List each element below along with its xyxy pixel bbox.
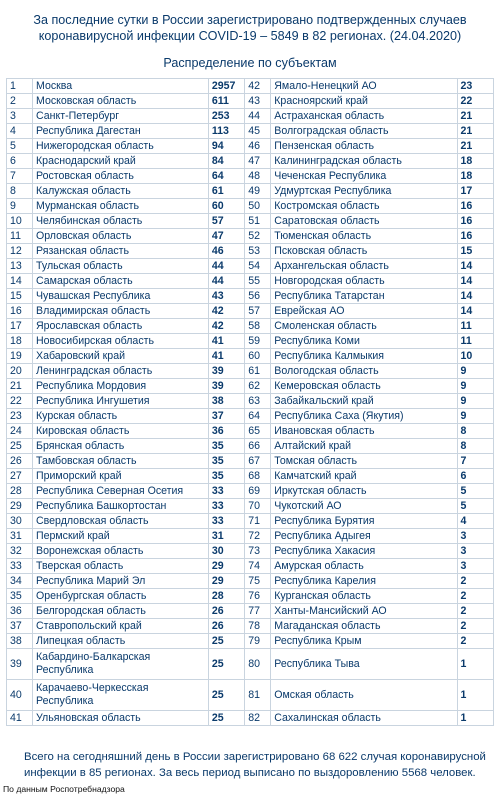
rank-cell: 47: [245, 154, 271, 169]
rank-cell: 22: [7, 394, 33, 409]
table-row: [7, 139, 494, 154]
cases-cell: 29: [208, 559, 244, 574]
rank-cell: 66: [245, 439, 271, 454]
cases-cell: 26: [208, 619, 244, 634]
rank-cell: 9: [7, 199, 33, 214]
rank-cell: 67: [245, 454, 271, 469]
rank-cell: 27: [7, 469, 33, 484]
rank-cell: 6: [7, 154, 33, 169]
cases-cell: 18: [457, 169, 493, 184]
table-row: [7, 680, 494, 711]
region-cell: Санкт-Петербург: [33, 109, 209, 124]
region-cell: Челябинская область: [33, 214, 209, 229]
rank-cell: 18: [7, 334, 33, 349]
region-cell: Приморский край: [33, 469, 209, 484]
table-row: [7, 184, 494, 199]
region-cell: Республика Марий Эл: [33, 574, 209, 589]
region-cell: Пензенская область: [271, 139, 457, 154]
table-row: [7, 469, 494, 484]
region-cell: Чеченская Республика: [271, 169, 457, 184]
region-cell: Ленинградская область: [33, 364, 209, 379]
region-cell: Орловская область: [33, 229, 209, 244]
region-cell: Архангельская область: [271, 259, 457, 274]
region-cell: Пермский край: [33, 529, 209, 544]
region-cell: Свердловская область: [33, 514, 209, 529]
cases-cell: 35: [208, 439, 244, 454]
cases-cell: 21: [457, 124, 493, 139]
cases-cell: 15: [457, 244, 493, 259]
cases-cell: 17: [457, 184, 493, 199]
rank-cell: 19: [7, 349, 33, 364]
cases-cell: 1: [457, 711, 493, 726]
cases-cell: 3: [457, 559, 493, 574]
cases-cell: 30: [208, 544, 244, 559]
cases-cell: 16: [457, 214, 493, 229]
table-row: [7, 604, 494, 619]
cases-cell: 9: [457, 394, 493, 409]
region-cell: Ростовская область: [33, 169, 209, 184]
rank-cell: 46: [245, 139, 271, 154]
region-cell: Мурманская область: [33, 199, 209, 214]
cases-cell: 61: [208, 184, 244, 199]
table-row: [7, 439, 494, 454]
rank-cell: 31: [7, 529, 33, 544]
table-row: [7, 229, 494, 244]
region-cell: Ульяновская область: [33, 711, 209, 726]
cases-cell: 8: [457, 424, 493, 439]
region-cell: Республика Крым: [271, 634, 457, 649]
region-cell: Калужская область: [33, 184, 209, 199]
rank-cell: 17: [7, 319, 33, 334]
region-cell: Карачаево-Черкесская Республика: [33, 680, 209, 711]
rank-cell: 4: [7, 124, 33, 139]
rank-cell: 69: [245, 484, 271, 499]
rank-cell: 48: [245, 169, 271, 184]
region-cell: Республика Карелия: [271, 574, 457, 589]
region-cell: Ярославская область: [33, 319, 209, 334]
cases-cell: 37: [208, 409, 244, 424]
table-row: [7, 244, 494, 259]
region-cell: Республика Башкортостан: [33, 499, 209, 514]
region-cell: Республика Коми: [271, 334, 457, 349]
cases-cell: 21: [457, 139, 493, 154]
cases-cell: 14: [457, 259, 493, 274]
region-cell: Томская область: [271, 454, 457, 469]
rank-cell: 58: [245, 319, 271, 334]
rank-cell: 44: [245, 109, 271, 124]
region-cell: Смоленская область: [271, 319, 457, 334]
cases-cell: 11: [457, 319, 493, 334]
cases-cell: 3: [457, 544, 493, 559]
cases-cell: 2: [457, 589, 493, 604]
rank-cell: 34: [7, 574, 33, 589]
cases-cell: 41: [208, 334, 244, 349]
region-cell: Московская область: [33, 94, 209, 109]
region-cell: Владимирская область: [33, 304, 209, 319]
cases-cell: 8: [457, 439, 493, 454]
region-cell: Хабаровский край: [33, 349, 209, 364]
region-cell: Алтайский край: [271, 439, 457, 454]
table-row: [7, 589, 494, 604]
table-row: [7, 574, 494, 589]
table-row: [7, 394, 494, 409]
table-row: [7, 214, 494, 229]
table-row: [7, 559, 494, 574]
rank-cell: 64: [245, 409, 271, 424]
rank-cell: 75: [245, 574, 271, 589]
rank-cell: 73: [245, 544, 271, 559]
table-row: [7, 349, 494, 364]
table-row: [7, 409, 494, 424]
table-row: [7, 364, 494, 379]
region-cell: Астраханская область: [271, 109, 457, 124]
table-row: [7, 711, 494, 726]
region-cell: Забайкальский край: [271, 394, 457, 409]
rank-cell: 52: [245, 229, 271, 244]
region-cell: Еврейская АО: [271, 304, 457, 319]
cases-cell: 42: [208, 304, 244, 319]
cases-cell: 38: [208, 394, 244, 409]
cases-cell: 31: [208, 529, 244, 544]
cases-cell: 23: [457, 79, 493, 94]
table-row: [7, 304, 494, 319]
region-cell: Амурская область: [271, 559, 457, 574]
region-cell: Новосибирская область: [33, 334, 209, 349]
rank-cell: 45: [245, 124, 271, 139]
cases-cell: 25: [208, 649, 244, 680]
summary-text: Всего на сегодняшний день в России зарегистрировано 68 622 случая коронавирусной инфекции в 85 регионах. За весь период выписано по выздоровлению 5568 человек.: [24, 751, 486, 779]
region-cell: Республика Саха (Якутия): [271, 409, 457, 424]
region-cell: Республика Хакасия: [271, 544, 457, 559]
table-row: [7, 274, 494, 289]
cases-cell: 36: [208, 424, 244, 439]
cases-cell: 611: [208, 94, 244, 109]
region-cell: Тульская область: [33, 259, 209, 274]
region-cell: Иркутская область: [271, 484, 457, 499]
region-cell: Оренбургская область: [33, 589, 209, 604]
rank-cell: 62: [245, 379, 271, 394]
region-cell: Чувашская Республика: [33, 289, 209, 304]
table-row: [7, 319, 494, 334]
rank-cell: 14: [7, 274, 33, 289]
rank-cell: 23: [7, 409, 33, 424]
rank-cell: 20: [7, 364, 33, 379]
region-cell: Тюменская область: [271, 229, 457, 244]
rank-cell: 56: [245, 289, 271, 304]
rank-cell: 41: [7, 711, 33, 726]
rank-cell: 50: [245, 199, 271, 214]
rank-cell: 38: [7, 634, 33, 649]
region-cell: Ханты-Мансийский АО: [271, 604, 457, 619]
rank-cell: 36: [7, 604, 33, 619]
table-row: [7, 529, 494, 544]
region-cell: Камчатский край: [271, 469, 457, 484]
cases-cell: 9: [457, 409, 493, 424]
rank-cell: 49: [245, 184, 271, 199]
rank-cell: 71: [245, 514, 271, 529]
rank-cell: 28: [7, 484, 33, 499]
table-row: [7, 514, 494, 529]
cases-cell: 84: [208, 154, 244, 169]
region-cell: Тамбовская область: [33, 454, 209, 469]
table-row: [7, 199, 494, 214]
rank-cell: 40: [7, 680, 33, 711]
rank-cell: 33: [7, 559, 33, 574]
rank-cell: 53: [245, 244, 271, 259]
rank-cell: 30: [7, 514, 33, 529]
region-cell: Республика Татарстан: [271, 289, 457, 304]
cases-cell: 14: [457, 289, 493, 304]
cases-cell: 3: [457, 529, 493, 544]
rank-cell: 29: [7, 499, 33, 514]
region-cell: Удмуртская Республика: [271, 184, 457, 199]
cases-cell: 2: [457, 619, 493, 634]
region-cell: Республика Ингушетия: [33, 394, 209, 409]
cases-cell: 18: [457, 154, 493, 169]
rank-cell: 24: [7, 424, 33, 439]
region-cell: Республика Калмыкия: [271, 349, 457, 364]
rank-cell: 42: [245, 79, 271, 94]
table-row: [7, 259, 494, 274]
region-cell: Волгоградская область: [271, 124, 457, 139]
cases-cell: 16: [457, 199, 493, 214]
rank-cell: 61: [245, 364, 271, 379]
source-note: По данным Роспотребнадзора: [3, 784, 125, 794]
rank-cell: 72: [245, 529, 271, 544]
rank-cell: 21: [7, 379, 33, 394]
rank-cell: 11: [7, 229, 33, 244]
region-cell: Ямало-Ненецкий АО: [271, 79, 457, 94]
rank-cell: 80: [245, 649, 271, 680]
table-row: [7, 634, 494, 649]
cases-cell: 6: [457, 469, 493, 484]
rank-cell: 35: [7, 589, 33, 604]
rank-cell: 76: [245, 589, 271, 604]
table-row: [7, 649, 494, 680]
table-subtitle: Распределение по субъектам: [163, 56, 337, 70]
cases-cell: 35: [208, 469, 244, 484]
cases-cell: 5: [457, 499, 493, 514]
region-cell: Новгородская область: [271, 274, 457, 289]
region-cell: Республика Северная Осетия: [33, 484, 209, 499]
table-row: [7, 334, 494, 349]
cases-cell: 47: [208, 229, 244, 244]
table-row: [7, 289, 494, 304]
region-cell: Москва: [33, 79, 209, 94]
rank-cell: 68: [245, 469, 271, 484]
region-cell: Воронежская область: [33, 544, 209, 559]
region-cell: Калининградская область: [271, 154, 457, 169]
cases-cell: 9: [457, 379, 493, 394]
cases-cell: 39: [208, 364, 244, 379]
rank-cell: 63: [245, 394, 271, 409]
table-row: [7, 124, 494, 139]
cases-cell: 64: [208, 169, 244, 184]
rank-cell: 59: [245, 334, 271, 349]
rank-cell: 81: [245, 680, 271, 711]
region-cell: Краснодарский край: [33, 154, 209, 169]
table-row: [7, 454, 494, 469]
table-row: [7, 424, 494, 439]
rank-cell: 78: [245, 619, 271, 634]
rank-cell: 26: [7, 454, 33, 469]
page-title: За последние сутки в России зарегистрировано подтвержденных случаев коронавирусной инфекции COVID-19 – 5849 в 82 регионах. (24.04.2020): [33, 13, 467, 43]
table-row: [7, 484, 494, 499]
region-cell: Тверская область: [33, 559, 209, 574]
rank-cell: 8: [7, 184, 33, 199]
region-cell: Республика Тыва: [271, 649, 457, 680]
rank-cell: 51: [245, 214, 271, 229]
region-cell: Костромская область: [271, 199, 457, 214]
region-cell: Красноярский край: [271, 94, 457, 109]
cases-cell: 57: [208, 214, 244, 229]
cases-cell: 16: [457, 229, 493, 244]
region-cell: Республика Мордовия: [33, 379, 209, 394]
cases-cell: 39: [208, 379, 244, 394]
rank-cell: 12: [7, 244, 33, 259]
region-cell: Республика Адыгея: [271, 529, 457, 544]
cases-cell: 33: [208, 499, 244, 514]
cases-cell: 29: [208, 574, 244, 589]
cases-cell: 43: [208, 289, 244, 304]
cases-cell: 9: [457, 364, 493, 379]
cases-cell: 28: [208, 589, 244, 604]
table-row: [7, 544, 494, 559]
rank-cell: 15: [7, 289, 33, 304]
region-cell: Нижегородская область: [33, 139, 209, 154]
table-row: [7, 109, 494, 124]
cases-cell: 11: [457, 334, 493, 349]
cases-cell: 1: [457, 680, 493, 711]
region-cell: Рязанская область: [33, 244, 209, 259]
region-cell: Брянская область: [33, 439, 209, 454]
table-row: [7, 499, 494, 514]
rank-cell: 37: [7, 619, 33, 634]
cases-cell: 33: [208, 484, 244, 499]
region-cell: Чукотский АО: [271, 499, 457, 514]
cases-cell: 2: [457, 574, 493, 589]
cases-cell: 42: [208, 319, 244, 334]
region-cell: Республика Дагестан: [33, 124, 209, 139]
cases-cell: 113: [208, 124, 244, 139]
region-cell: Курская область: [33, 409, 209, 424]
region-cell: Кировская область: [33, 424, 209, 439]
rank-cell: 60: [245, 349, 271, 364]
cases-cell: 33: [208, 514, 244, 529]
region-cell: Саратовская область: [271, 214, 457, 229]
table-row: [7, 79, 494, 94]
cases-cell: 46: [208, 244, 244, 259]
cases-cell: 60: [208, 199, 244, 214]
rank-cell: 57: [245, 304, 271, 319]
region-cell: Курганская область: [271, 589, 457, 604]
rank-cell: 16: [7, 304, 33, 319]
cases-cell: 7: [457, 454, 493, 469]
rank-cell: 32: [7, 544, 33, 559]
cases-cell: 4: [457, 514, 493, 529]
rank-cell: 10: [7, 214, 33, 229]
region-cell: Самарская область: [33, 274, 209, 289]
cases-cell: 35: [208, 454, 244, 469]
cases-cell: 25: [208, 634, 244, 649]
cases-cell: 14: [457, 274, 493, 289]
cases-cell: 2: [457, 604, 493, 619]
rank-cell: 1: [7, 79, 33, 94]
region-cell: Республика Бурятия: [271, 514, 457, 529]
rank-cell: 5: [7, 139, 33, 154]
region-cell: Ивановская область: [271, 424, 457, 439]
region-cell: Вологодская область: [271, 364, 457, 379]
cases-cell: 25: [208, 711, 244, 726]
region-cell: Омская область: [271, 680, 457, 711]
rank-cell: 43: [245, 94, 271, 109]
rank-cell: 3: [7, 109, 33, 124]
table-row: [7, 94, 494, 109]
cases-cell: 22: [457, 94, 493, 109]
rank-cell: 25: [7, 439, 33, 454]
cases-cell: 21: [457, 109, 493, 124]
region-cell: Сахалинская область: [271, 711, 457, 726]
rank-cell: 65: [245, 424, 271, 439]
cases-cell: 94: [208, 139, 244, 154]
rank-cell: 2: [7, 94, 33, 109]
rank-cell: 82: [245, 711, 271, 726]
cases-cell: 25: [208, 680, 244, 711]
region-cell: Белгородская область: [33, 604, 209, 619]
region-cell: Псковская область: [271, 244, 457, 259]
rank-cell: 70: [245, 499, 271, 514]
cases-cell: 41: [208, 349, 244, 364]
table-row: [7, 619, 494, 634]
region-cell: Кемеровская область: [271, 379, 457, 394]
region-cell: Ставропольский край: [33, 619, 209, 634]
rank-cell: 77: [245, 604, 271, 619]
region-cell: Липецкая область: [33, 634, 209, 649]
region-cell: Кабардино-Балкарская Республика: [33, 649, 209, 680]
regions-table: [6, 78, 494, 726]
cases-cell: 1: [457, 649, 493, 680]
cases-cell: 26: [208, 604, 244, 619]
table-row: [7, 379, 494, 394]
rank-cell: 7: [7, 169, 33, 184]
rank-cell: 55: [245, 274, 271, 289]
cases-cell: 2957: [208, 79, 244, 94]
rank-cell: 54: [245, 259, 271, 274]
cases-cell: 5: [457, 484, 493, 499]
rank-cell: 13: [7, 259, 33, 274]
cases-cell: 44: [208, 274, 244, 289]
rank-cell: 74: [245, 559, 271, 574]
cases-cell: 253: [208, 109, 244, 124]
table-row: [7, 154, 494, 169]
cases-cell: 10: [457, 349, 493, 364]
rank-cell: 39: [7, 649, 33, 680]
cases-cell: 44: [208, 259, 244, 274]
region-cell: Магаданская область: [271, 619, 457, 634]
regions-table-body: [7, 79, 494, 726]
rank-cell: 79: [245, 634, 271, 649]
cases-cell: 2: [457, 634, 493, 649]
cases-cell: 14: [457, 304, 493, 319]
table-row: [7, 169, 494, 184]
